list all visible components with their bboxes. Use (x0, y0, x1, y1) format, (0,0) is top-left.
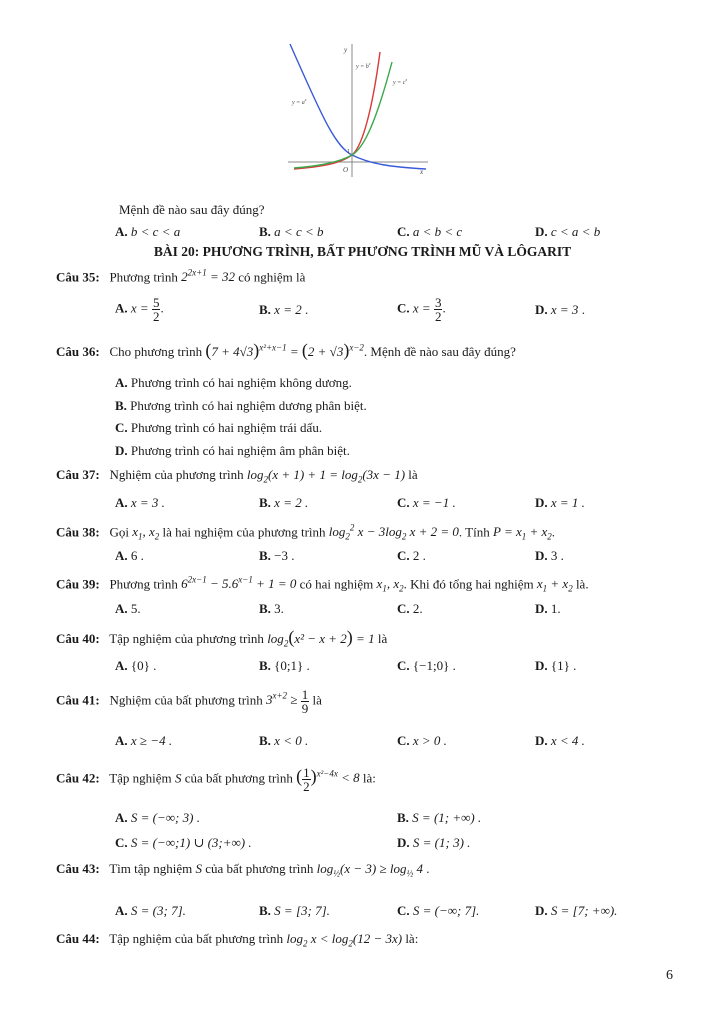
q35-option-a: A. x = $\frac{5}{2}$ . (115, 295, 164, 324)
label-cx: $y = c^x$ (393, 77, 408, 86)
q40-option-b: B. {0;1} . (259, 658, 310, 673)
q35-option-b: B. x = 2 . (259, 302, 309, 317)
q38-option-b: B. −3 . (259, 548, 295, 563)
q42-option-a: A. S = (−∞; 3) . (115, 810, 200, 825)
q41-option-d: D. x < 4 . (535, 733, 585, 748)
q38-option-c: C. 2 . (397, 548, 426, 563)
q42-option-c: C. S = (−∞;1) ∪ (3;+∞) . (115, 835, 252, 850)
q37-option-d: D. x = 1 . (535, 495, 585, 510)
q43-option-b: B. S = [3; 7]. (259, 903, 330, 918)
q36-option-d: D. Phương trình có hai nghiệm âm phân biệt. (115, 443, 350, 458)
question-38: Câu 38: Gọi $x_1$, $x_2$ là hai nghiệm của phương trình $\log_2^2 x - 3\log_2$ x + 2 = 0. Tính $P = x_1 + x_2$. (56, 523, 556, 542)
label-1: 1 (347, 149, 350, 155)
curve-c (294, 62, 392, 168)
question-44: Câu 44: Tập nghiệm của bất phương trình $\log_2 x < \log_2(12 - 3x)$ là: (56, 931, 419, 949)
question-41: Câu 41: Nghiệm của bất phương trình $3^{x+2}$ ≥ $\frac{1}{9}$ là (56, 687, 322, 716)
q35-option-c: C. x = $\frac{3}{2}$ . (397, 295, 446, 324)
q35-option-d: D. x = 3 . (535, 302, 585, 317)
q37-option-a: A. x = 3 . (115, 495, 165, 510)
q41-option-c: C. x > 0 . (397, 733, 447, 748)
label-bx: $y = b^x$ (356, 61, 371, 70)
label-x: x (420, 168, 424, 176)
q39-option-c: C. 2. (397, 601, 423, 616)
q38-option-d: D. 3 . (535, 548, 564, 563)
q37-option-b: B. x = 2 . (259, 495, 309, 510)
q42-option-b: B. S = (1; +∞) . (397, 810, 482, 825)
q39-option-d: D. 1. (535, 601, 561, 616)
label-y: y (344, 46, 348, 54)
prev-option-d: D. c < a < b (535, 224, 601, 239)
page-number: 6 (666, 968, 673, 983)
q43-option-a: A. S = (3; 7]. (115, 903, 186, 918)
q36-option-b: B. Phương trình có hai nghiệm dương phân biệt. (115, 398, 367, 413)
exponential-graph (280, 42, 430, 182)
question-36: Câu 36: Cho phương trình $(7 + 4√3)^{x^2+x-1} = (2 + √3)^{x-2}$. Mệnh đề nào sau đây đúng? (56, 340, 516, 360)
prev-option-c: C. a < b < c (397, 224, 463, 239)
q38-option-a: A. 6 . (115, 548, 144, 563)
prev-option-b: B. a < c < b (259, 224, 324, 239)
label-o: O (343, 166, 349, 174)
q39-option-a: A. 5. (115, 601, 141, 616)
prev-question-stem: Mệnh đề nào sau đây đúng? (119, 202, 265, 217)
q36-option-a: A. Phương trình có hai nghiệm không dương. (115, 375, 352, 390)
q36-option-c: C. Phương trình có hai nghiệm trái dấu. (115, 420, 323, 435)
question-42: Câu 42: Tập nghiệm S của bất phương trình ( $\frac{1}{2}$ )$^{x^2-4x}$ < 8 là: (56, 765, 376, 794)
q39-option-b: B. 3. (259, 601, 284, 616)
q42-option-d: D. S = (1; 3) . (397, 835, 471, 850)
question-43: Câu 43: Tìm tập nghiệm S của bất phương trình $\log_{\frac{1}{2}}(x - 3) \ge \log_{\frac{1}{2}} 4$ . (56, 861, 430, 879)
q40-option-c: C. {−1;0} . (397, 658, 456, 673)
section-title: BÀI 20: PHƯƠNG TRÌNH, BẤT PHƯƠNG TRÌNH MŨ VÀ LÔGARIT (153, 244, 572, 259)
label-ax: $y = a^x$ (292, 97, 307, 106)
q37-option-c: C. x = −1 . (397, 495, 456, 510)
question-35: Câu 35: Phương trình $2^{2x+1} = 32$ có nghiệm là (56, 268, 306, 285)
question-39: Câu 39: Phương trình $6^{2x-1} - 5.6^{x-1} + 1 = 0$ có hai nghiệm $x_1$, $x_2$. Khi đó tổng hai nghiệm $x_1 + x_2$ là. (56, 575, 589, 594)
q40-option-a: A. {0} . (115, 658, 157, 673)
q40-option-d: D. {1} . (535, 658, 577, 673)
prev-option-a: A. b < c < a (115, 224, 181, 239)
question-40: Câu 40: Tập nghiệm của phương trình $\log_2(x^2 - x + 2) = 1$ là (56, 627, 388, 649)
q43-option-c: C. S = (−∞; 7]. (397, 903, 480, 918)
question-37: Câu 37: Nghiệm của phương trình $\log_2(x + 1) + 1 = \log_2(3x - 1)$ là (56, 467, 418, 485)
q41-option-b: B. x < 0 . (259, 733, 309, 748)
q43-option-d: D. S = [7; +∞). (535, 903, 618, 918)
q41-option-a: A. x ≥ −4 . (115, 733, 173, 748)
